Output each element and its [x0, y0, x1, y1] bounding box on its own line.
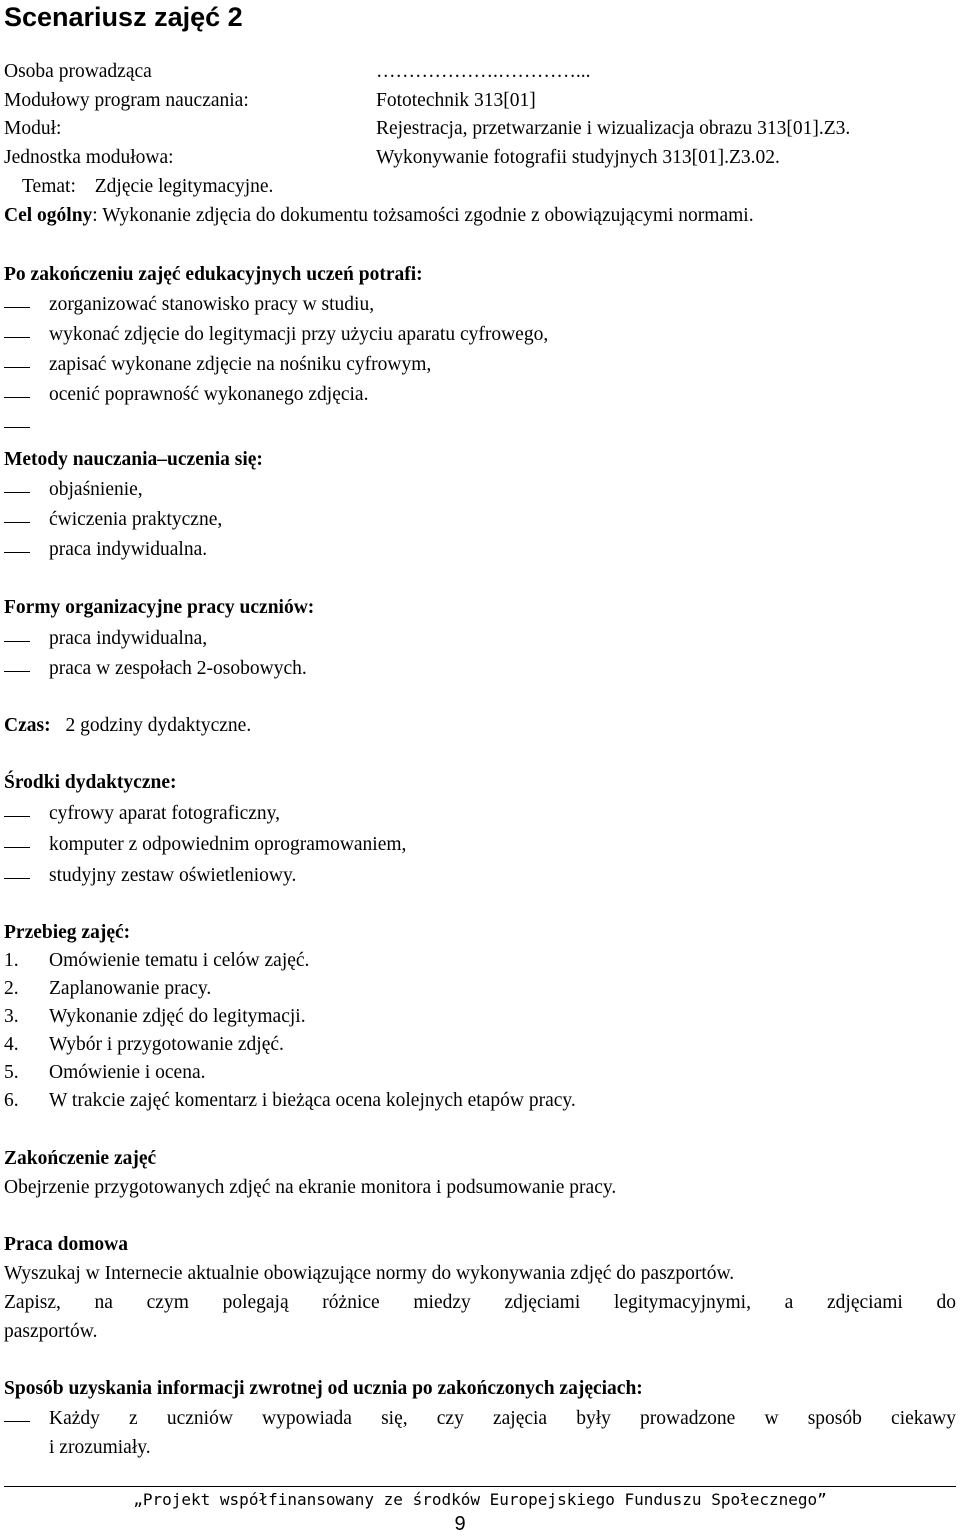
osoba-value: ……………….…………...: [376, 61, 591, 82]
meta-row-osoba: [4, 61, 956, 87]
meta-row-program: [4, 90, 956, 116]
jednostka-value: Wykonywanie fotografii studyjnych 313[01].Z3.02.: [376, 147, 780, 168]
homework-line-2: Zapisz, na czym polegają różnice miedzy zdjęciami legitymacyjnymi, a zdjęciami do: [4, 1292, 956, 1313]
methods-heading: Metody nauczania–uczenia się:: [4, 449, 263, 470]
modul-value: Rejestracja, przetwarzanie i wizualizacja obrazu 313[01].Z3.: [376, 118, 851, 139]
page-title: Scenariusz zajęć 2: [4, 2, 243, 32]
document-page: Scenariusz zajęć 2 Osoba prowadząca ……………….…………... Modułowy program nauczania: Fototechnik 313[01] Moduł: Rejestracja, przetwarzanie i wizualizacja obrazu 313[01].Z3. Jednostka modułowa: Wykonywanie fotografii studyjnych 313[01].Z3.02. Temat: Zdjęcie legitymacyjne. Cel ogólny: Wykonanie zdjęcia do dokumentu tożsamości zgodnie z obowiązującymi normami. Po zakończeniu zajęć edukacyjnych uczeń potrafi: zorganizować stanowisko pracy w studiu, wykonać zdjęcie do legitymacji przy użyciu aparatu cyfrowego, zapisać wykonane zdjęcie na nośniku cyfrowym, ocenić poprawność wykonanego zdjęcia. Metody nauczania–uczenia się: objaśnienie, ćwiczenia praktyczne, praca indywidualna. Formy organizacyjne pracy uczniów: praca indywidualna, praca w zespołach 2-osobowych. Czas: 2 godziny dydaktyczne. Środki dydaktyczne: cyfrowy aparat fotograficzny, komputer z odpowiednim oprogramowaniem, studyjny zestaw oświetleniowy. Przebieg zajęć: 1. Omówienie tematu i celów zajęć. 2. Zaplanowanie pracy. 3. Wykonanie zdjęć do legitymacji. 4. Wybór i przygotowanie zdjęć. 5. Omówienie i ocena. 6. W trakcie zajęć komentarz i bieżąca ocena kolejnych etapów pracy. Zakończenie zajęć Obejrzenie przygotowanych zdjęć na ekranie monitora i podsumowanie pracy. Praca domowa Wyszukaj w Internecie aktualnie obowiązujące normy do wykonywania zdjęć do paszportów. Zapisz, na czym polegają różnice miedzy zdjęciami legitymacyjnymi, a zdjęciami do paszportów. Sposób uzyskania informacji zwrotnej od ucznia po zakończonych zajęciach: Każdy z uczniów wypowiada się, czy zajęcia były prowadzone w sposób ciekawy i zrozumiały. „Projekt współfinansowany ze środków Europejskiego Funduszu Społecznego” 9: [0, 0, 960, 1537]
feedback-line-1: Każdy z uczniów wypowiada się, czy zajęcia były prowadzone w sposób ciekawy: [49, 1408, 956, 1429]
meta-row-temat: [22, 176, 273, 198]
temat-value: Zdjęcie legitymacyjne.: [94, 176, 274, 197]
footer-divider: [4, 1486, 956, 1487]
time-value: 2 godziny dydaktyczne.: [65, 715, 252, 736]
program-value: Fototechnik 313[01]: [376, 90, 536, 111]
modul-label: Moduł:: [4, 118, 62, 139]
feedback-line-2: i zrozumiały.: [49, 1437, 151, 1458]
means-heading: Środki dydaktyczne:: [4, 772, 177, 793]
homework-line-3: paszportów.: [4, 1321, 98, 1342]
program-label: Modułowy program nauczania:: [4, 90, 249, 111]
outcomes-heading: Po zakończeniu zajęć edukacyjnych uczeń potrafi:: [4, 264, 423, 285]
time-label: Czas:: [4, 715, 51, 736]
page-number: 9: [454, 1513, 466, 1535]
meta-row-cel: [4, 205, 754, 227]
time-row: [4, 715, 251, 737]
course-heading: Przebieg zajęć:: [4, 922, 131, 943]
meta-row-modul: [4, 118, 956, 144]
cel-label: Cel ogólny: [4, 205, 93, 226]
osoba-label: Osoba prowadząca: [4, 61, 152, 82]
homework-heading: Praca domowa: [4, 1234, 129, 1255]
homework-line-1: Wyszukaj w Internecie aktualnie obowiązujące normy do wykonywania zdjęć do paszportów.: [4, 1263, 735, 1284]
ending-heading: Zakończenie zajęć: [4, 1148, 157, 1169]
cel-value: : Wykonanie zdjęcia do dokumentu tożsamości zgodnie z obowiązującymi normami.: [92, 205, 754, 226]
forms-heading: Formy organizacyjne pracy uczniów:: [4, 597, 315, 618]
footer-text: „Projekt współfinansowany ze środków Europejskiego Funduszu Społecznego”: [133, 1490, 827, 1509]
feedback-heading: Sposób uzyskania informacji zwrotnej od ucznia po zakończonych zajęciach:: [4, 1378, 643, 1399]
ending-text: Obejrzenie przygotowanych zdjęć na ekranie monitora i podsumowanie pracy.: [4, 1177, 617, 1198]
meta-row-jednostka: [4, 147, 956, 173]
jednostka-label: Jednostka modułowa:: [4, 147, 174, 168]
temat-label: Temat:: [22, 176, 76, 197]
